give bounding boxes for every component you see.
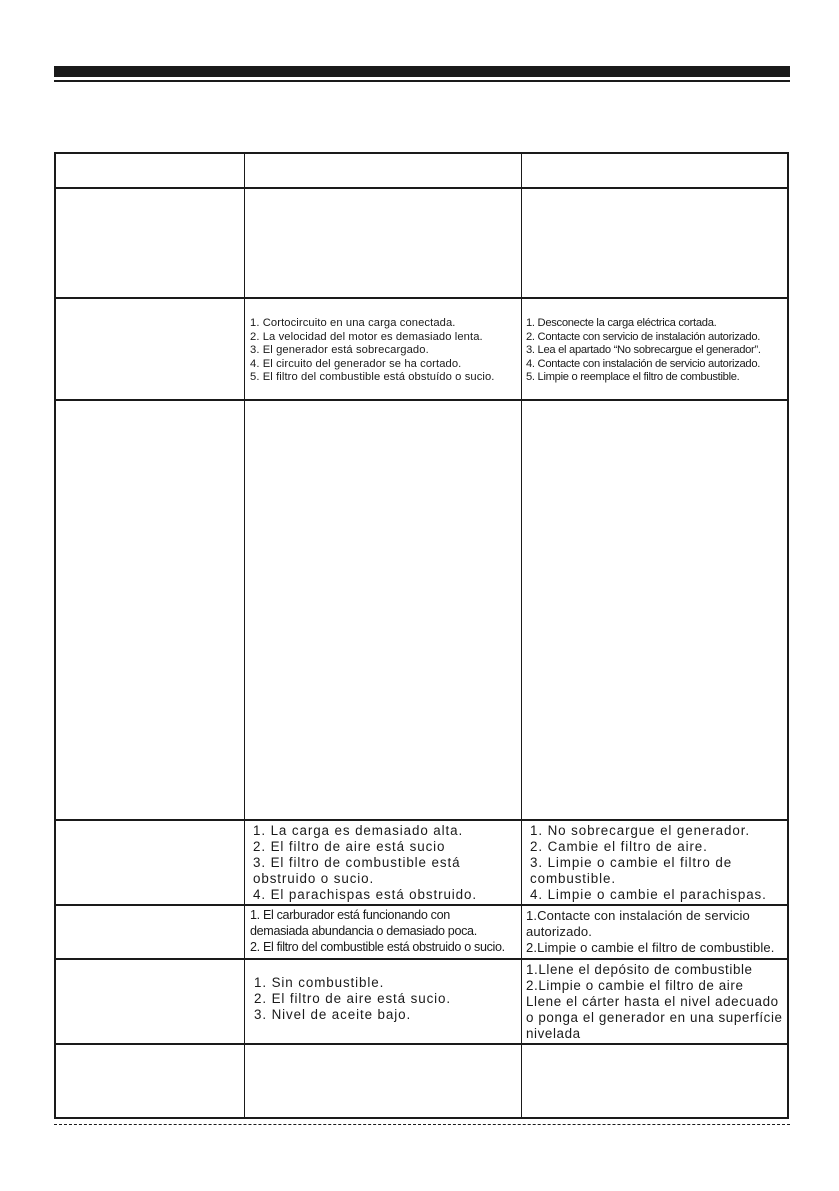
row-divider <box>56 187 787 189</box>
header-bar-thin <box>54 80 790 82</box>
causes-cell-fuel: 1. Sin combustible. 2. El filtro de aire está sucio. 3. Nivel de aceite bajo. <box>254 975 452 1022</box>
row-divider <box>56 399 787 401</box>
header-bar-thick <box>54 66 790 77</box>
row-divider <box>56 958 787 960</box>
solutions-cell-fuel: 1.Llene el depósito de combustible 2.Limpie o cambie el filtro de aire Llene el cárter hasta el nivel adecuado o ponga el generador en una superfície nivelada <box>526 962 783 1041</box>
footer-dashed-rule <box>54 1124 790 1125</box>
row-divider <box>56 819 787 821</box>
troubleshooting-table <box>54 152 789 1119</box>
causes-cell-load: 1. La carga es demasiado alta. 2. El filtro de aire está sucio 3. El filtro de combustible está obstruido o sucio. 4. El parachispas está obstruido. <box>253 823 477 902</box>
solutions-cell-load: 1. No sobrecargue el generador. 2. Cambie el filtro de aire. 3. Limpie o cambie el filtro de combustible. 4. Limpie o cambie el parachispas. <box>530 823 767 902</box>
solutions-cell-carburetor: 1.Contacte con instalación de servicio autorizado. 2.Limpie o cambie el filtro de combustible. <box>526 908 775 955</box>
causes-cell-overload: 1. Cortocircuito en una carga conectada. 2. La velocidad del motor es demasiado lenta. 3. El generador está sobrecargado. 4. El circuito del generador se ha cortado. 5. El filtro del combustible está obstuído o sucio. <box>250 317 495 383</box>
solutions-cell-overload: 1. Desconecte la carga eléctrica cortada. 2. Contacte con servicio de instalación autorizado. 3. Lea el apartado “No sobrecargue el generador”. 4. Contacte con instalación de servicio autorizado. 5. Limpie o reemplace el filtro de combustible. <box>526 317 761 383</box>
row-divider <box>56 297 787 299</box>
row-divider <box>56 1043 787 1045</box>
row-divider <box>56 904 787 906</box>
causes-cell-carburetor: 1. El carburador está funcionando con demasiada abundancia o demasiado poca. 2. El filtro del combustible está obstruido o sucio. <box>250 908 505 954</box>
